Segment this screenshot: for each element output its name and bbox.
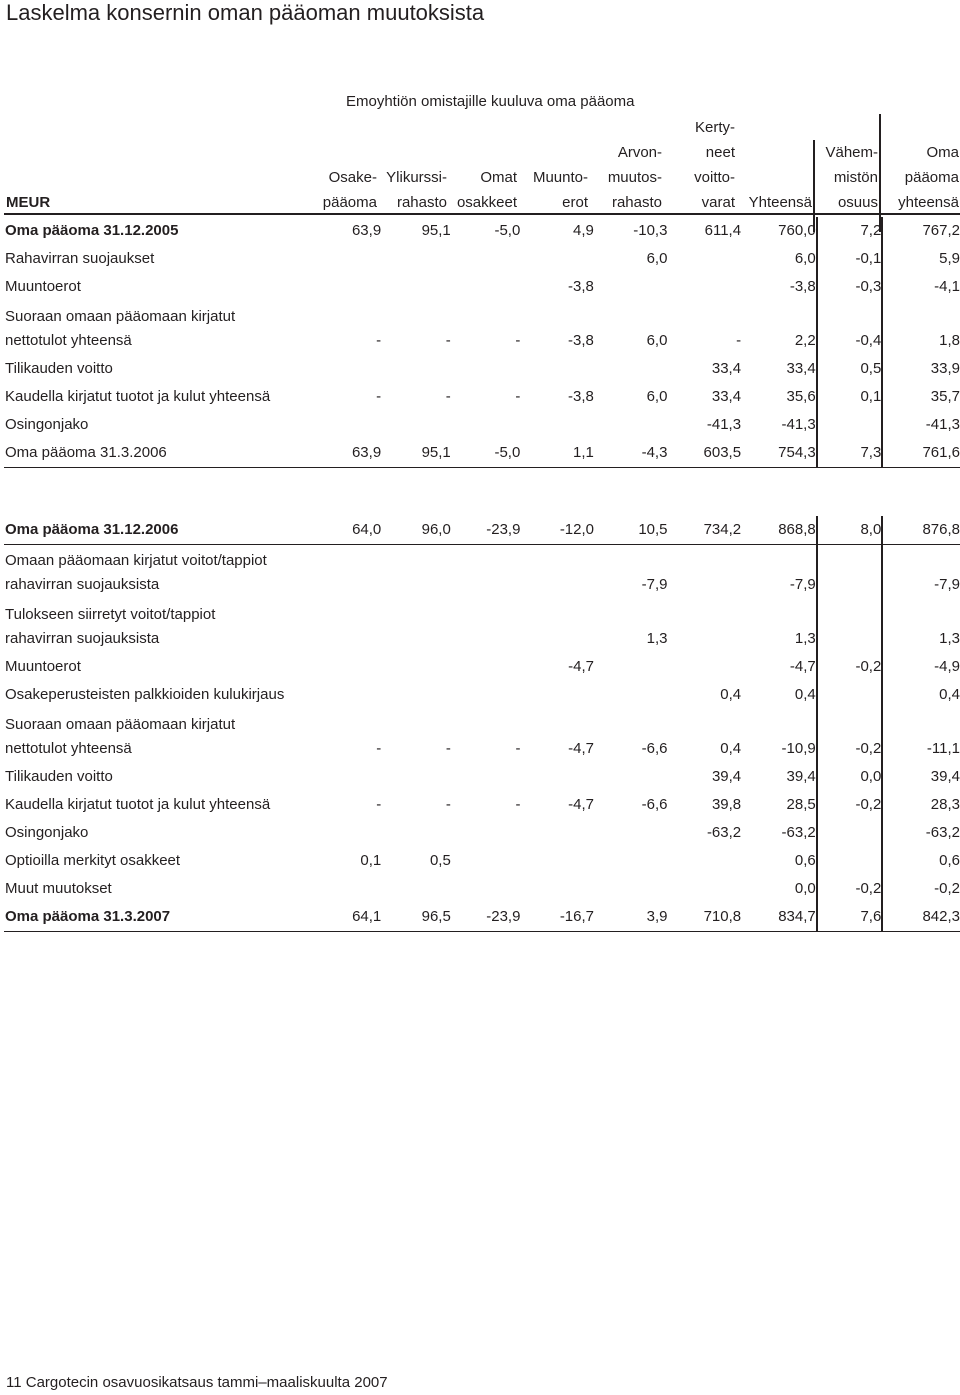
cell-value <box>817 411 883 439</box>
cell-value <box>594 273 668 301</box>
cell-value: - <box>515 388 521 405</box>
row-label: Osakeperusteisten palkkioiden kulukirjaus <box>5 686 285 703</box>
cell-value: -0,2 <box>817 791 883 819</box>
cell-value: 33,4 <box>711 388 742 405</box>
cell-value: 5,9 <box>939 250 960 267</box>
cell-value <box>451 355 521 383</box>
cell-value: 0,0 <box>817 763 883 791</box>
cell-value: 95,1 <box>421 222 451 239</box>
cell-value: - <box>736 332 742 349</box>
table-row <box>4 355 960 383</box>
cell-value <box>381 355 451 383</box>
row-label: Muut muutokset <box>5 880 112 897</box>
column-header: yhteensä <box>898 194 959 211</box>
cell-value: - <box>445 332 451 349</box>
table-row <box>4 819 960 847</box>
cell-value: - <box>376 796 382 813</box>
table-row <box>4 383 960 411</box>
row-label: Kaudella kirjatut tuotot ja kulut yhteensä <box>5 388 271 405</box>
row-label: Osingonjako <box>5 416 89 433</box>
cell-value: 0,1 <box>817 383 883 411</box>
cell-value: 1,3 <box>646 630 668 647</box>
cell-value <box>594 653 668 681</box>
cell-value: 33,9 <box>930 360 960 377</box>
cell-value: -0,2 <box>817 653 883 681</box>
cell-value: -41,3 <box>706 416 742 433</box>
cell-value <box>381 273 451 301</box>
row-label: Omaan pääomaan kirjatut voitot/tappiot rahavirran suojauksista <box>5 552 267 593</box>
column-header: Yhteensä <box>748 194 812 211</box>
page-title: Laskelma konsernin oman pääoman muutoksista <box>6 0 485 25</box>
cell-value: 39,8 <box>711 796 742 813</box>
table-row <box>4 791 960 819</box>
cell-value <box>594 875 668 903</box>
table-row <box>4 681 960 709</box>
cell-value: 39,4 <box>741 763 817 791</box>
column-header: voitto- <box>694 169 735 186</box>
cell-value <box>381 653 451 681</box>
cell-value: 0,6 <box>741 847 817 875</box>
column-header: Arvon- <box>617 144 662 161</box>
row-label: Osingonjako <box>5 824 89 841</box>
cell-value <box>520 545 594 600</box>
cell-value: 28,5 <box>741 791 817 819</box>
cell-value <box>316 681 382 709</box>
row-label: Tulokseen siirretyt voitot/tappiot rahavirran suojauksista <box>5 606 216 647</box>
cell-value: 834,7 <box>741 903 817 932</box>
cell-value: -3,8 <box>567 332 594 349</box>
cell-value: 39,4 <box>930 768 960 785</box>
column-header: rahasto <box>396 194 447 211</box>
cell-value <box>594 819 668 847</box>
cell-value <box>451 875 521 903</box>
cell-value: -4,1 <box>934 278 960 295</box>
header-rule <box>4 213 960 215</box>
cell-value: -23,9 <box>451 516 521 545</box>
cell-value: - <box>515 796 521 813</box>
cell-value: -11,1 <box>926 740 960 757</box>
cell-value <box>667 245 741 273</box>
cell-value: -0,1 <box>817 245 883 273</box>
cell-value <box>667 273 741 301</box>
column-header: Osake- <box>328 169 377 186</box>
cell-value: -5,0 <box>494 222 521 239</box>
table-row <box>4 599 960 653</box>
cell-value: 6,0 <box>646 388 668 405</box>
cell-value: -7,9 <box>641 576 668 593</box>
cell-value <box>520 355 594 383</box>
cell-value <box>817 819 883 847</box>
cell-value <box>451 599 521 653</box>
cell-value <box>594 355 668 383</box>
row-label: Optioilla merkityt osakkeet <box>5 852 181 869</box>
cell-value: -4,3 <box>594 439 668 468</box>
cell-value: -3,8 <box>741 273 817 301</box>
cell-value <box>668 599 742 653</box>
cell-value: 96,0 <box>381 516 451 545</box>
column-header: Ylikurssi- <box>386 169 447 186</box>
cell-value: 0,5 <box>429 852 451 869</box>
cell-value: - <box>515 740 521 757</box>
cell-value <box>817 681 883 709</box>
column-header: osuus <box>837 194 878 211</box>
column-header: Muunto- <box>532 169 588 186</box>
cell-value: -41,3 <box>925 416 960 433</box>
table-row <box>4 439 960 468</box>
table-row <box>4 245 960 273</box>
cell-value: -12,0 <box>520 516 594 545</box>
cell-value <box>381 411 451 439</box>
cell-value: -7,9 <box>934 576 960 593</box>
row-label: Muuntoerot <box>5 658 81 675</box>
cell-value: -23,9 <box>451 903 521 932</box>
cell-value: 0,1 <box>360 852 382 869</box>
cell-value: 842,3 <box>882 903 960 932</box>
column-header: neet <box>705 144 735 161</box>
cell-value: 6,0 <box>741 245 817 273</box>
cell-value: 761,6 <box>882 439 960 468</box>
table-row <box>4 653 960 681</box>
cell-value <box>381 875 451 903</box>
column-header: Vähem- <box>825 144 878 161</box>
table-row <box>4 273 960 301</box>
table-row <box>4 763 960 791</box>
cell-value: 64,0 <box>316 516 382 545</box>
cell-value <box>316 245 382 273</box>
cell-value: -6,6 <box>641 796 668 813</box>
equity-table-2006 <box>4 217 960 468</box>
cell-value: 0,4 <box>720 686 742 703</box>
cell-value: -10,9 <box>741 709 817 763</box>
cell-value <box>451 273 521 301</box>
cell-value <box>381 599 451 653</box>
cell-value <box>817 545 883 600</box>
cell-value <box>594 763 668 791</box>
cell-value <box>316 819 382 847</box>
cell-value: -63,2 <box>741 819 817 847</box>
cell-value: 611,4 <box>704 222 742 239</box>
cell-value <box>520 847 594 875</box>
table-row <box>4 545 960 600</box>
cell-value: 0,6 <box>939 852 960 869</box>
cell-value <box>316 875 382 903</box>
row-label: Suoraan omaan pääomaan kirjatut nettotulot yhteensä <box>5 716 236 757</box>
cell-value: 7,6 <box>817 903 883 932</box>
cell-value: -0,2 <box>817 875 883 903</box>
cell-value: - <box>376 388 382 405</box>
cell-value <box>316 599 382 653</box>
cell-value: 0,4 <box>720 740 742 757</box>
cell-value: -63,2 <box>925 824 960 841</box>
cell-value <box>668 847 742 875</box>
cell-value: -5,0 <box>451 439 521 468</box>
cell-value: 868,8 <box>741 516 817 545</box>
cell-value: 6,0 <box>646 332 668 349</box>
cell-value: 767,2 <box>922 222 960 239</box>
cell-value <box>451 819 521 847</box>
cell-value: -63,2 <box>706 824 742 841</box>
cell-value: -4,7 <box>741 653 817 681</box>
cell-value <box>451 245 521 273</box>
cell-value: -4,7 <box>568 740 595 757</box>
cell-value: 6,0 <box>646 250 668 267</box>
cell-value: 760,0 <box>741 217 817 245</box>
row-label: Oma pääoma 31.3.2007 <box>4 903 316 932</box>
column-header: erot <box>562 194 588 211</box>
cell-value <box>594 847 668 875</box>
cell-value <box>668 545 742 600</box>
cell-value <box>451 681 521 709</box>
cell-value: 63,9 <box>351 222 382 239</box>
cell-value: -0,4 <box>817 301 883 355</box>
cell-value: -0,3 <box>817 273 883 301</box>
cell-value <box>594 681 668 709</box>
cell-value: 96,5 <box>381 903 451 932</box>
cell-value: 39,4 <box>711 768 742 785</box>
cell-value: 754,3 <box>741 439 817 468</box>
table-row <box>4 411 960 439</box>
cell-value <box>381 819 451 847</box>
row-label: Oma pääoma 31.12.2005 <box>5 222 179 239</box>
cell-value: 63,9 <box>316 439 382 468</box>
row-label: Tilikauden voitto <box>5 360 113 377</box>
cell-value: -4,7 <box>568 796 595 813</box>
table-row <box>4 301 960 355</box>
cell-value: - <box>515 332 521 349</box>
cell-value: 8,0 <box>817 516 883 545</box>
cell-value: 33,4 <box>741 355 817 383</box>
cell-value: 28,3 <box>930 796 960 813</box>
cell-value: 7,2 <box>817 217 883 245</box>
cell-value: 95,1 <box>381 439 451 468</box>
table-row <box>4 875 960 903</box>
row-label: Oma pääoma 31.12.2006 <box>4 516 316 545</box>
cell-value: - <box>376 740 382 757</box>
cell-value <box>520 819 594 847</box>
column-header: pääoma <box>904 169 959 186</box>
column-header: rahasto <box>611 194 662 211</box>
cell-value <box>316 355 382 383</box>
cell-value <box>520 411 594 439</box>
cell-value: - <box>445 740 451 757</box>
cell-value <box>316 411 382 439</box>
cell-value <box>381 545 451 600</box>
cell-value: 10,5 <box>594 516 668 545</box>
cell-value <box>381 245 451 273</box>
column-header: osakkeet <box>456 194 517 211</box>
row-label: Kaudella kirjatut tuotot ja kulut yhteensä <box>5 796 271 813</box>
cell-value <box>668 875 742 903</box>
cell-value: 35,6 <box>741 383 817 411</box>
cell-value: -0,2 <box>817 709 883 763</box>
table-row <box>4 847 960 875</box>
cell-value <box>316 273 382 301</box>
cell-value <box>451 847 521 875</box>
column-header: mistön <box>833 169 878 186</box>
cell-value: 603,5 <box>667 439 741 468</box>
cell-value <box>381 763 451 791</box>
cell-value: 64,1 <box>316 903 382 932</box>
cell-value: 0,0 <box>741 875 817 903</box>
cell-value <box>520 681 594 709</box>
cell-value <box>668 653 742 681</box>
cell-value: -7,9 <box>741 545 817 600</box>
cell-value <box>316 545 382 600</box>
cell-value: 1,3 <box>741 599 817 653</box>
cell-value: -3,8 <box>567 388 594 405</box>
cell-value <box>817 599 883 653</box>
cell-value: -0,2 <box>934 880 960 897</box>
cell-value <box>316 653 382 681</box>
table-row <box>4 516 960 545</box>
cell-value <box>520 599 594 653</box>
cell-value: 0,4 <box>939 686 960 703</box>
row-label: Rahavirran suojaukset <box>5 250 155 267</box>
cell-value: 0,5 <box>817 355 883 383</box>
cell-value: 710,8 <box>668 903 742 932</box>
column-header: Kerty- <box>694 119 735 136</box>
cell-value <box>451 763 521 791</box>
cell-value: 0,4 <box>741 681 817 709</box>
cell-value: -4,7 <box>568 658 595 675</box>
table-row <box>4 903 960 932</box>
cell-value: 876,8 <box>882 516 960 545</box>
cell-value <box>451 545 521 600</box>
row-label: Oma pääoma 31.3.2006 <box>4 439 316 468</box>
cell-value: - <box>376 332 382 349</box>
cell-value: -10,3 <box>633 222 668 239</box>
cell-value: 1,1 <box>520 439 594 468</box>
cell-value: 2,2 <box>741 301 817 355</box>
column-header: Oma <box>926 144 959 161</box>
cell-value: -4,9 <box>934 658 960 675</box>
row-label: Muuntoerot <box>5 278 81 295</box>
cell-value <box>451 411 521 439</box>
cell-value <box>817 847 883 875</box>
cell-value <box>520 763 594 791</box>
table-row <box>4 217 960 245</box>
cell-value: -3,8 <box>567 278 594 295</box>
cell-value: 4,9 <box>572 222 594 239</box>
cell-value <box>451 653 521 681</box>
cell-value: 1,8 <box>939 332 960 349</box>
cell-value: -16,7 <box>520 903 594 932</box>
row-label: Tilikauden voitto <box>5 768 113 785</box>
cell-value: 33,4 <box>711 360 742 377</box>
column-header: muutos- <box>607 169 662 186</box>
cell-value: 3,9 <box>594 903 668 932</box>
unit-label: MEUR <box>6 194 51 211</box>
column-group-label: Emoyhtiön omistajille kuuluva oma pääoma <box>346 93 635 110</box>
cell-value <box>520 875 594 903</box>
cell-value: 35,7 <box>930 388 960 405</box>
equity-table-2007 <box>4 516 960 932</box>
page-footer: 11 Cargotecin osavuosikatsaus tammi–maaliskuulta 2007 <box>6 1374 388 1391</box>
cell-value: -6,6 <box>641 740 668 757</box>
column-header: Omat <box>480 169 517 186</box>
cell-value <box>594 411 668 439</box>
cell-value <box>520 245 594 273</box>
column-header: pääoma <box>322 194 377 211</box>
cell-value <box>381 681 451 709</box>
cell-value: - <box>445 796 451 813</box>
cell-value: -41,3 <box>741 411 817 439</box>
table-row <box>4 709 960 763</box>
cell-value: 1,3 <box>939 630 960 647</box>
row-label: Suoraan omaan pääomaan kirjatut nettotulot yhteensä <box>5 308 236 349</box>
cell-value: 734,2 <box>668 516 742 545</box>
column-header: varat <box>701 194 735 211</box>
cell-value <box>316 763 382 791</box>
cell-value: - <box>445 388 451 405</box>
cell-value: 7,3 <box>817 439 883 468</box>
